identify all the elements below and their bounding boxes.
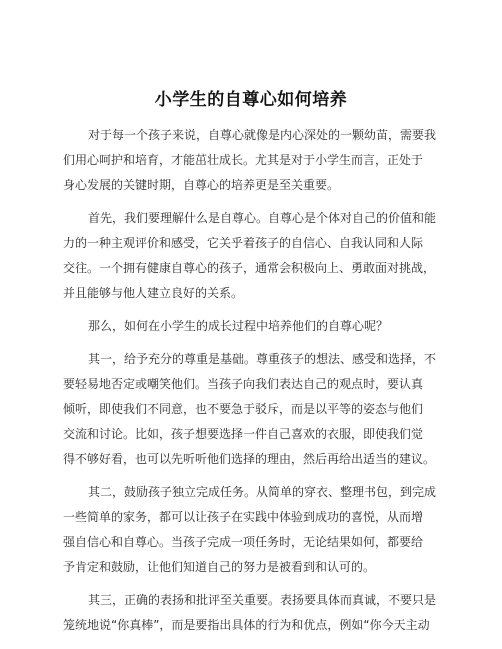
paragraph-1-line-2: 们用心呵护和培育，才能茁壮成长。尤其是对于小学生而言，正处于: [63, 153, 424, 167]
paragraph-4-line-1: 其一，给予充分的尊重是基础。尊重孩子的想法、感受和选择，不: [88, 352, 437, 366]
paragraph-5-line-1: 其二，鼓励孩子独立完成任务。从简单的穿衣、整理书包，到完成: [88, 485, 437, 499]
paragraph-5-line-4: 予肯定和鼓励，让他们知道自己的努力是被看到和认可的。: [63, 560, 376, 574]
document-title: 小学生的自尊心如何培养: [154, 90, 348, 110]
paragraph-2-line-4: 并且能够与他人建立良好的关系。: [63, 286, 244, 300]
paragraph-4-line-2: 要轻易地否定或嘲笑他们。当孩子向我们表达自己的观点时，要认真: [63, 377, 424, 391]
paragraph-2-line-2: 力的一种主观评价和感受，它关乎着孩子的自信心、自我认同和人际: [63, 236, 424, 250]
paragraph-5-line-3: 强自信心和自尊心。当孩子完成一项任务时，无论结果如何，都要给: [63, 535, 424, 549]
paragraph-4-line-5: 得不够好看，也可以先听听他们选择的理由，然后再给出适当的建议。: [63, 452, 436, 466]
paragraph-6-line-1: 其三，正确的表扬和批评至关重要。表扬要具体而真诚，不要只是: [88, 593, 437, 607]
paragraph-1-line-3: 身心发展的关键时期，自尊心的培养更是至关重要。: [63, 178, 340, 192]
paragraph-1-line-1: 对于每一个孩子来说，自尊心就像是内心深处的一颗幼苗，需要我: [88, 128, 437, 142]
paragraph-5-line-2: 一些简单的家务，都可以让孩子在实践中体验到成功的喜悦，从而增: [63, 510, 424, 524]
paragraph-4-line-3: 倾听，即使我们不同意，也不要急于驳斥，而是以平等的姿态与他们: [63, 402, 424, 416]
paragraph-6-line-2: 笼统地说“你真棒”，而是要指出具体的行为和优点，例如“你今天主动: [63, 618, 430, 632]
paragraph-2-line-1: 首先，我们要理解什么是自尊心。自尊心是个体对自己的价值和能: [88, 211, 437, 225]
paragraph-4-line-4: 交流和讨论。比如，孩子想要选择一件自己喜欢的衣服，即使我们觉: [63, 427, 424, 441]
paragraph-2-line-3: 交往。一个拥有健康自尊心的孩子，通常会积极向上、勇敢面对挑战，: [63, 261, 436, 275]
paragraph-3-line-1: 那么，如何在小学生的成长过程中培养他们的自尊心呢？: [88, 319, 389, 333]
